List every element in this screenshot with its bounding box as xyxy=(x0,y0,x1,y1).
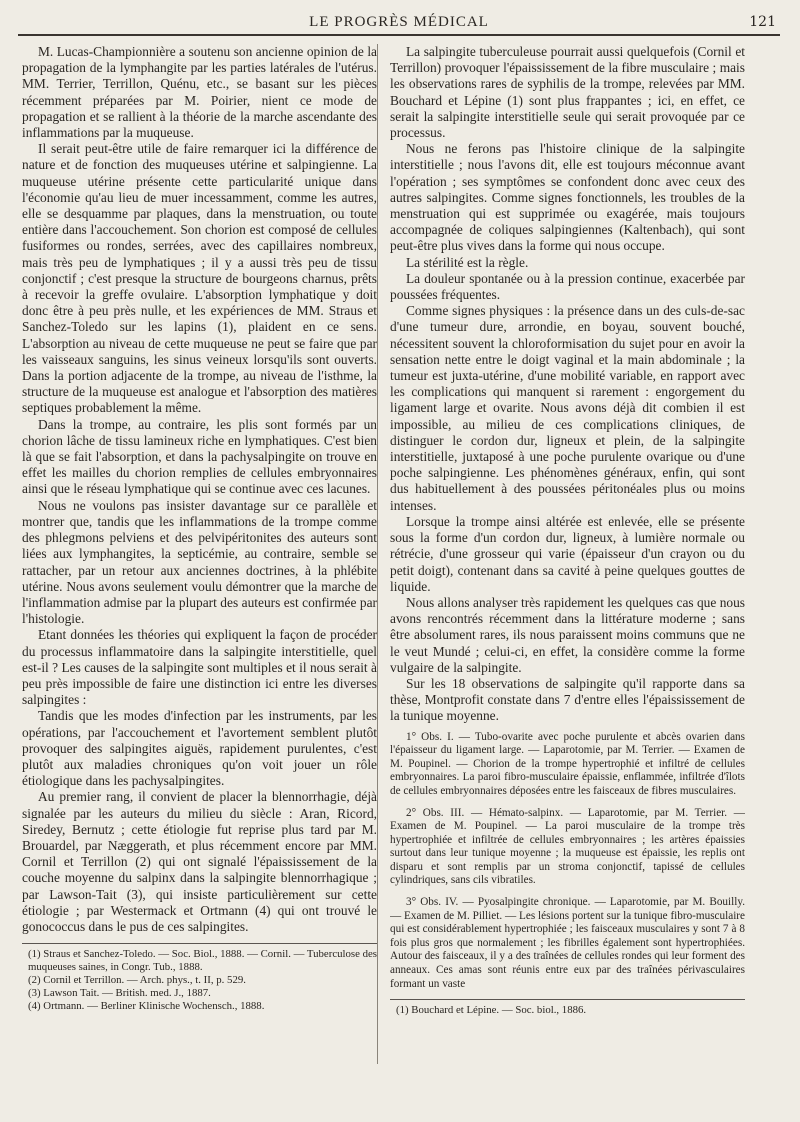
journal-title: LE PROGRÈS MÉDICAL xyxy=(309,14,489,30)
paragraph: Dans la trompe, au contraire, les plis sont formés par un chorion lâche de tissu lamineux riche en lymphatiques. C'est bien là que se fait l'absorption, et dans la pachysalpingite on trouve en effet les mailles du chorion remplies de cellules embryonnaires ainsi que le réseau lymphatique qui se continue avec ces lacunes. xyxy=(22,416,377,497)
observation: 3° Obs. IV. — Pyosalpingite chronique. — Laparotomie, par M. Bouilly. — Examen de M. Pilliet. — Les lésions portent sur la tunique fibro-musculaire qui est considérablement hypertrophiée ; les faisceaux musculaires y sont 7 à 8 fois plus gros que normalement ; les fibrilles également sont hypertrophiées. Autour des faisceaux, il y a des traînées de cellules rondes qui leur forment des anneaux. Ces amas sont réunis entre eux par des traînées périvasculaires formant un vaste xyxy=(390,896,745,990)
footnote: (3) Lawson Tait. — British. med. J., 1887. xyxy=(28,987,211,1000)
paragraph: Sur les 18 observations de salpingite qu'il rapporte dans sa thèse, Montprofit constate dans 7 d'entre elles l'épaississement de la tunique moyenne. xyxy=(390,675,745,724)
paragraph: Tandis que les modes d'infection par les instruments, par les opérations, par l'accouchement et l'avortement semblent plutôt provoquer des salpingites aiguës, rapidement purulentes, c'est plutôt aux maladies chroniques qu'on voit jouer un rôle étiologique dans les pachysalpingites. xyxy=(22,708,377,789)
paragraph: Nous ne voulons pas insister davantage sur ce parallèle et montrer que, tandis que les inflammations de la trompe comme des phlegmons pelviens et des pelvipéritonites des auteurs sont liées aux lymphangites, la septicémie, au contraire, semble se rattacher, par un retour aux anciennes doctrines, à la phlébite utérine. Nous avons seulement voulu démontrer que la marche de l'inflammation admise par la plupart des auteurs est confirmée par l'histologie. xyxy=(22,497,377,627)
footnotes xyxy=(22,943,377,1013)
paragraph: M. Lucas-Championnière a soutenu son ancienne opinion de la propagation de la lymphangite par les parties latérales de l'utérus. MM. Terrier, Terrillon, Quénu, etc., se basant sur les pièces récemment préparées par M. Poirier, nient ce mode de propagation et se rallient à la théorie de la marche ascendante des inflammations par la muqueuse. xyxy=(22,44,377,141)
paragraph: Lorsque la trompe ainsi altérée est enlevée, elle se présente sous la forme d'un cordon dur, ligneux, à lumière normale ou rétrécie, d'une grosseur qui varie (épaisseur d'un crayon ou du petit doigt), contenant dans sa cavité à peine quelques gouttes de liquide. xyxy=(390,513,745,594)
footnote: (4) Ortmann. — Berliner Klinische Wochensch., 1888. xyxy=(28,1000,265,1013)
paragraph: La douleur spontanée ou à la pression continue, exacerbée par poussées fréquentes. xyxy=(390,270,745,303)
paragraph: Il serait peut-être utile de faire remarquer ici la différence de nature et de fonction des muqueuses utérine et salpingienne. La muqueuse utérine présente cette particularité unique dans l'économie qu'au lieu de muer incessamment, comme les autres, elle se desquamme par plaques, dans la menstruation, ou toute entière dans l'accouchement. Son chorion est composé de cellules fusiformes ou rondes, serrées, avec des capillaires nombreux, mais très peu de lymphatiques ; il y a aussi très peu de tissu conjonctif ; c'est presque la structure de bourgeons charnus, prêts à recevoir la greffe ovulaire. L'absorption lymphatique y doit donc être à peu près nulle, et les expériences de MM. Straus et Sanchez-Toledo sur les lapins (1), plaident en ce sens. L'absorption au niveau de cette muqueuse ne peut se faire que par les vaisseaux sanguins, les sinus veineux lorsqu'ils sont ouverts. Dans la portion adjacente de la trompe, au niveau de l'isthme, la structure de la muqueuse est analogue et l'absorption des matières septiques probablement la même. xyxy=(22,141,377,416)
left-column xyxy=(22,44,377,1074)
footnote: (2) Cornil et Terrillon. — Arch. phys., t. II, p. 529. xyxy=(28,974,246,987)
observation: 2° Obs. III. — Hémato-salpinx. — Laparotomie, par M. Terrier. — Examen de M. Poupinel. — La paroi musculaire de la trompe très hypertrophiée et infiltrée de cellules embryonnaires ; les artères épaissies surtout dans leur tunique moyenne ; la muqueuse est épaissie, les replis ont disparu et sont remplis par un stroma conjonctif, tapissé de cellules cylindriques, sans cils vibratiles. xyxy=(390,806,745,887)
right-column xyxy=(390,44,745,1074)
page-header xyxy=(18,12,780,36)
footnotes xyxy=(390,999,745,1017)
observation: 1° Obs. I. — Tubo-ovarite avec poche purulente et abcès ovarien dans l'épaisseur du ligament large. — Laparotomie, par M. Terrier. — Examen de M. Poupinel. — Chorion de la trompe hypertrophié et infiltré de cellules embryonnaires. La paroi fibro-musculaire épaissie, enflammée, infiltrée d'îlots de cellules embryonnaires déposées entre les faisceaux de fibres musculaires. xyxy=(390,730,745,797)
footnote: (1) Bouchard et Lépine. — Soc. biol., 1886. xyxy=(396,1004,587,1017)
page-number: 121 xyxy=(749,14,776,30)
footnote: (1) Straus et Sanchez-Toledo. — Soc. Biol., 1888. — Cornil. — Tuberculose des muqueuses saines, in Congr. Tub., 1888. xyxy=(28,948,377,974)
paragraph: Comme signes physiques : la présence dans un des culs-de-sac d'une tumeur dure, arrondie, en boyau, souvent bouché, nécessitent souvent la chloroformisation du sujet pour en avoir la sensation nette entre le doigt vaginal et la main abdominale ; la tumeur est juxta-utérine, d'une mobilité variable, en rapport avec les complications qui manquent si rarement : engorgement du ligament large et ovarite. Nous avons déjà dit combien il est impossible, au milieu de ces complications cliniques, de distinguer le cordon dur, ligneux et plein, de la salpingite interstitielle, juxtaposé à une poche purulente ovarique ou d'une poche salpingienne. Les phénomènes généraux, enfin, qui sont dus habituellement à des poussées péritonéales plus ou moins intenses. xyxy=(390,303,745,513)
paragraph: Au premier rang, il convient de placer la blennorrhagie, déjà signalée par les auteurs du milieu du siècle : Aran, Ricord, Siredey, Bernutz ; cette étiologie fut reprise plus tard par M. Brouardel, par Næggerath, et plus récemment encore par MM. Cornil et Terrillon (2) qui ont signalé l'épaississement de la couche moyenne du salpinx dans la salpingite blennorrhagique ; par Lawson-Tait (3), qui insiste particulièrement sur cette étiologie ; par Westermack et Ortmann (4) qui ont trouvé le gonococcus dans le pus de ces salpingites. xyxy=(22,789,377,934)
paragraph: Nous ne ferons pas l'histoire clinique de la salpingite interstitielle ; nous l'avons dit, elle est toujours méconnue avant l'opération ; ses symptômes se confondent donc avec ceux des autres salpingites. Comme signes fonctionnels, les troubles de la menstruation qui est supprimée ou exagérée, mais toujours accompagnée de coliques salpingiennes (Kaltenbach), qui sont peut-être plus vives dans la forme qui nous occupe. xyxy=(390,141,745,254)
paragraph: La salpingite tuberculeuse pourrait aussi quelquefois (Cornil et Terrillon) provoquer l'épaississement de la fibre musculaire ; mais les observations rares de syphilis de la trompe, relevées par MM. Bouchard et Lépine (1) sont plus frappantes ; ici, en effet, ce serait la salpingite interstitielle seule qui serait provoquée par ce processus. xyxy=(390,44,745,141)
paragraph: Etant données les théories qui expliquent la façon de procéder du processus inflammatoire dans la salpingite interstitielle, quel est-il ? Les causes de la salpingite sont multiples et il nous serait à peu près impossible de faire une distinction ici entre les diverses salpingites : xyxy=(22,627,377,708)
paragraph: La stérilité est la règle. xyxy=(406,254,529,270)
paragraph: Nous allons analyser très rapidement les quelques cas que nous avons rencontrés récemment dans la littérature moderne ; sans être absolument rares, ils nous paraissent moins communs que ne le veut Mundé ; celui-ci, en effet, la considère comme la forme vulgaire de la salpingite. xyxy=(390,594,745,675)
column-divider xyxy=(377,44,378,1064)
